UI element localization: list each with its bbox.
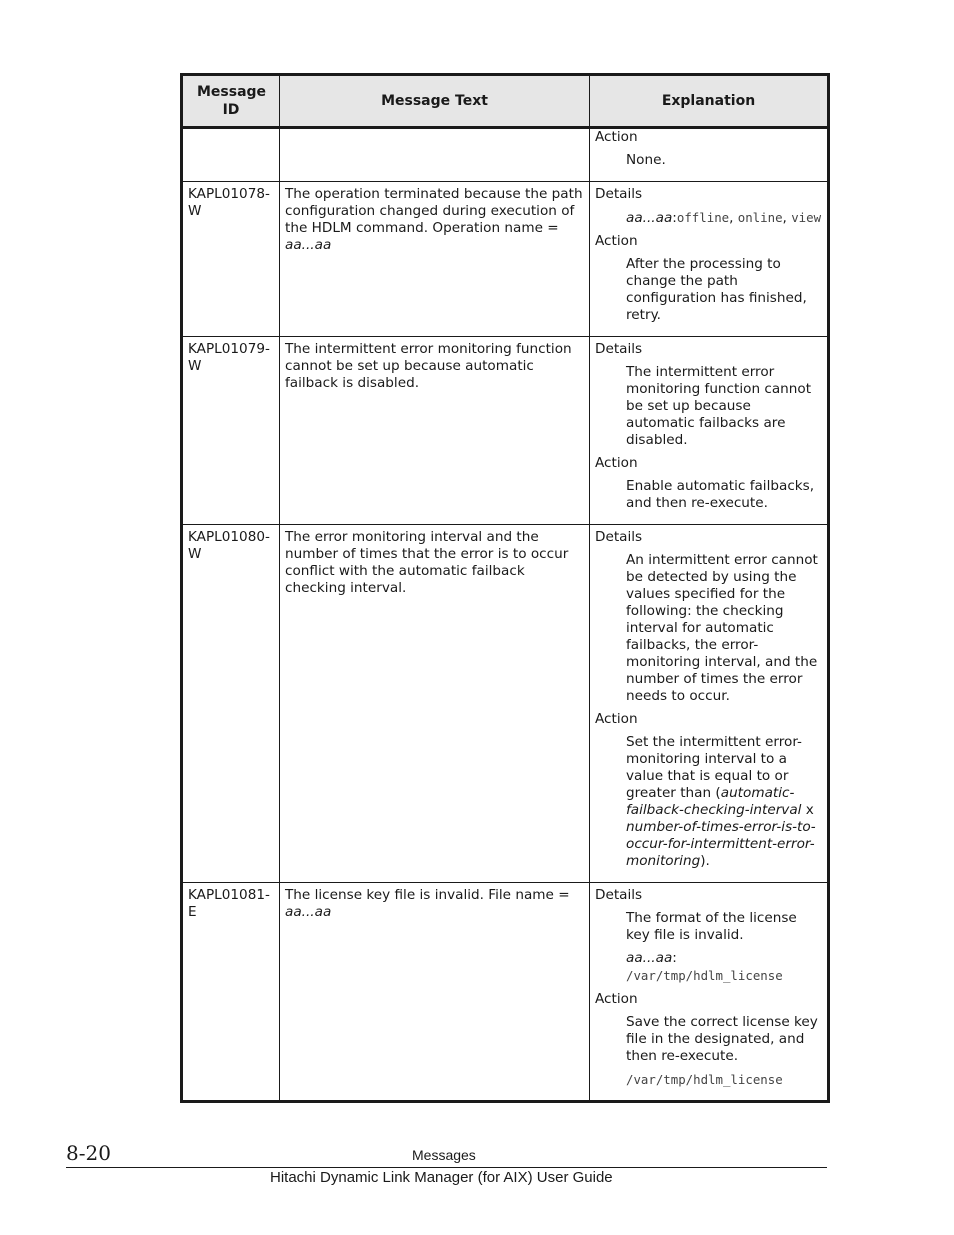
message-text-cell — [280, 337, 590, 525]
action-text: None. — [626, 152, 666, 168]
action-label: Action — [595, 233, 638, 249]
message-text: The operation terminated because the path configuration changed during execution of the HDLM command. Operation name = — [285, 186, 583, 236]
details-variable: aa...aa — [626, 950, 673, 966]
message-variable: aa...aa — [285, 904, 332, 920]
action-label: Action — [595, 711, 638, 727]
details-values — [626, 950, 823, 985]
header-message-id: Message ID — [182, 75, 280, 128]
table-row — [182, 883, 829, 1102]
message-id-cell — [182, 337, 280, 525]
action-text: Save the correct license key file in the designated, and then re-execute. — [626, 1014, 818, 1064]
table-header-row — [182, 75, 829, 128]
action-text: After the processing to change the path configuration has finished, retry. — [626, 256, 807, 323]
file-path: /var/tmp/hdlm_license — [626, 1072, 783, 1087]
message-text: The error monitoring interval and the number of times that the error is to occur conflict with the automatic failback checking interval. — [285, 529, 569, 596]
explanation-cell — [590, 182, 829, 337]
table-row — [182, 337, 829, 525]
explanation-cell — [590, 337, 829, 525]
action-text — [626, 734, 823, 870]
message-id: KAPL01081-E — [188, 887, 270, 920]
table-row — [182, 525, 829, 883]
details-text: The intermittent error monitoring function cannot be set up because automatic failbacks are disabled. — [626, 364, 812, 448]
explanation-cell — [590, 883, 829, 1102]
action-label: Action — [595, 991, 638, 1007]
details-text: An intermittent error cannot be detected by using the values specified for the following: the checking interval for automatic failbacks, the error-monitoring interval, and the number of times the error needs to occur. — [626, 552, 818, 704]
footer-section: Messages — [412, 1147, 476, 1163]
messages-table — [180, 73, 830, 1103]
message-id: KAPL01080-W — [188, 529, 270, 562]
formula-term: automatic-failback-checking-interval — [626, 785, 802, 818]
formula-term: number-of-times-error-is-to-occur-for-intermittent-error-monitoring — [626, 819, 816, 869]
action-label: Action — [595, 129, 638, 145]
header-message-text: Message Text — [280, 75, 590, 128]
message-id-cell — [182, 525, 280, 883]
message-text: The license key file is invalid. File name = — [285, 887, 570, 903]
table-row — [182, 128, 829, 182]
message-id: KAPL01078-W — [188, 186, 270, 219]
details-separator: : — [672, 210, 677, 226]
details-label: Details — [595, 186, 643, 202]
multiply-sign: x — [801, 802, 814, 818]
message-text: The intermittent error monitoring function cannot be set up because automatic failback is disabled. — [285, 341, 572, 391]
explanation-cell — [590, 128, 829, 182]
message-text-cell — [280, 182, 590, 337]
header-explanation: Explanation — [590, 75, 829, 128]
action-text-start: Set the intermittent error-monitoring interval to a value that is equal to or greater than ( — [626, 734, 802, 801]
message-id-cell — [182, 182, 280, 337]
message-variable: aa...aa — [285, 237, 332, 253]
message-text-cell — [280, 883, 590, 1102]
explanation-cell — [590, 525, 829, 883]
details-label: Details — [595, 529, 643, 545]
message-text-cell — [280, 525, 590, 883]
table-row — [182, 182, 829, 337]
details-values: aa...aa:offline, online, view — [626, 210, 822, 226]
message-id-cell — [182, 128, 280, 182]
details-text: The format of the license key file is invalid. — [626, 910, 797, 943]
footer-divider — [66, 1167, 827, 1168]
action-text: Enable automatic failbacks, and then re-execute. — [626, 478, 815, 511]
message-id-cell — [182, 883, 280, 1102]
details-separator: : — [672, 950, 677, 966]
action-label: Action — [595, 455, 638, 471]
message-id: KAPL01079-W — [188, 341, 270, 374]
code-value: online — [737, 210, 783, 225]
code-value: offline — [676, 210, 730, 225]
details-label: Details — [595, 341, 643, 357]
action-text-end: ). — [700, 853, 710, 869]
details-label: Details — [595, 887, 643, 903]
code-value: view — [791, 210, 822, 225]
message-text-cell — [280, 128, 590, 182]
file-path: /var/tmp/hdlm_license — [626, 968, 783, 983]
page-number: 8-20 — [66, 1141, 111, 1165]
details-variable: aa...aa — [626, 210, 673, 226]
footer-book-title: Hitachi Dynamic Link Manager (for AIX) User Guide — [270, 1169, 613, 1186]
